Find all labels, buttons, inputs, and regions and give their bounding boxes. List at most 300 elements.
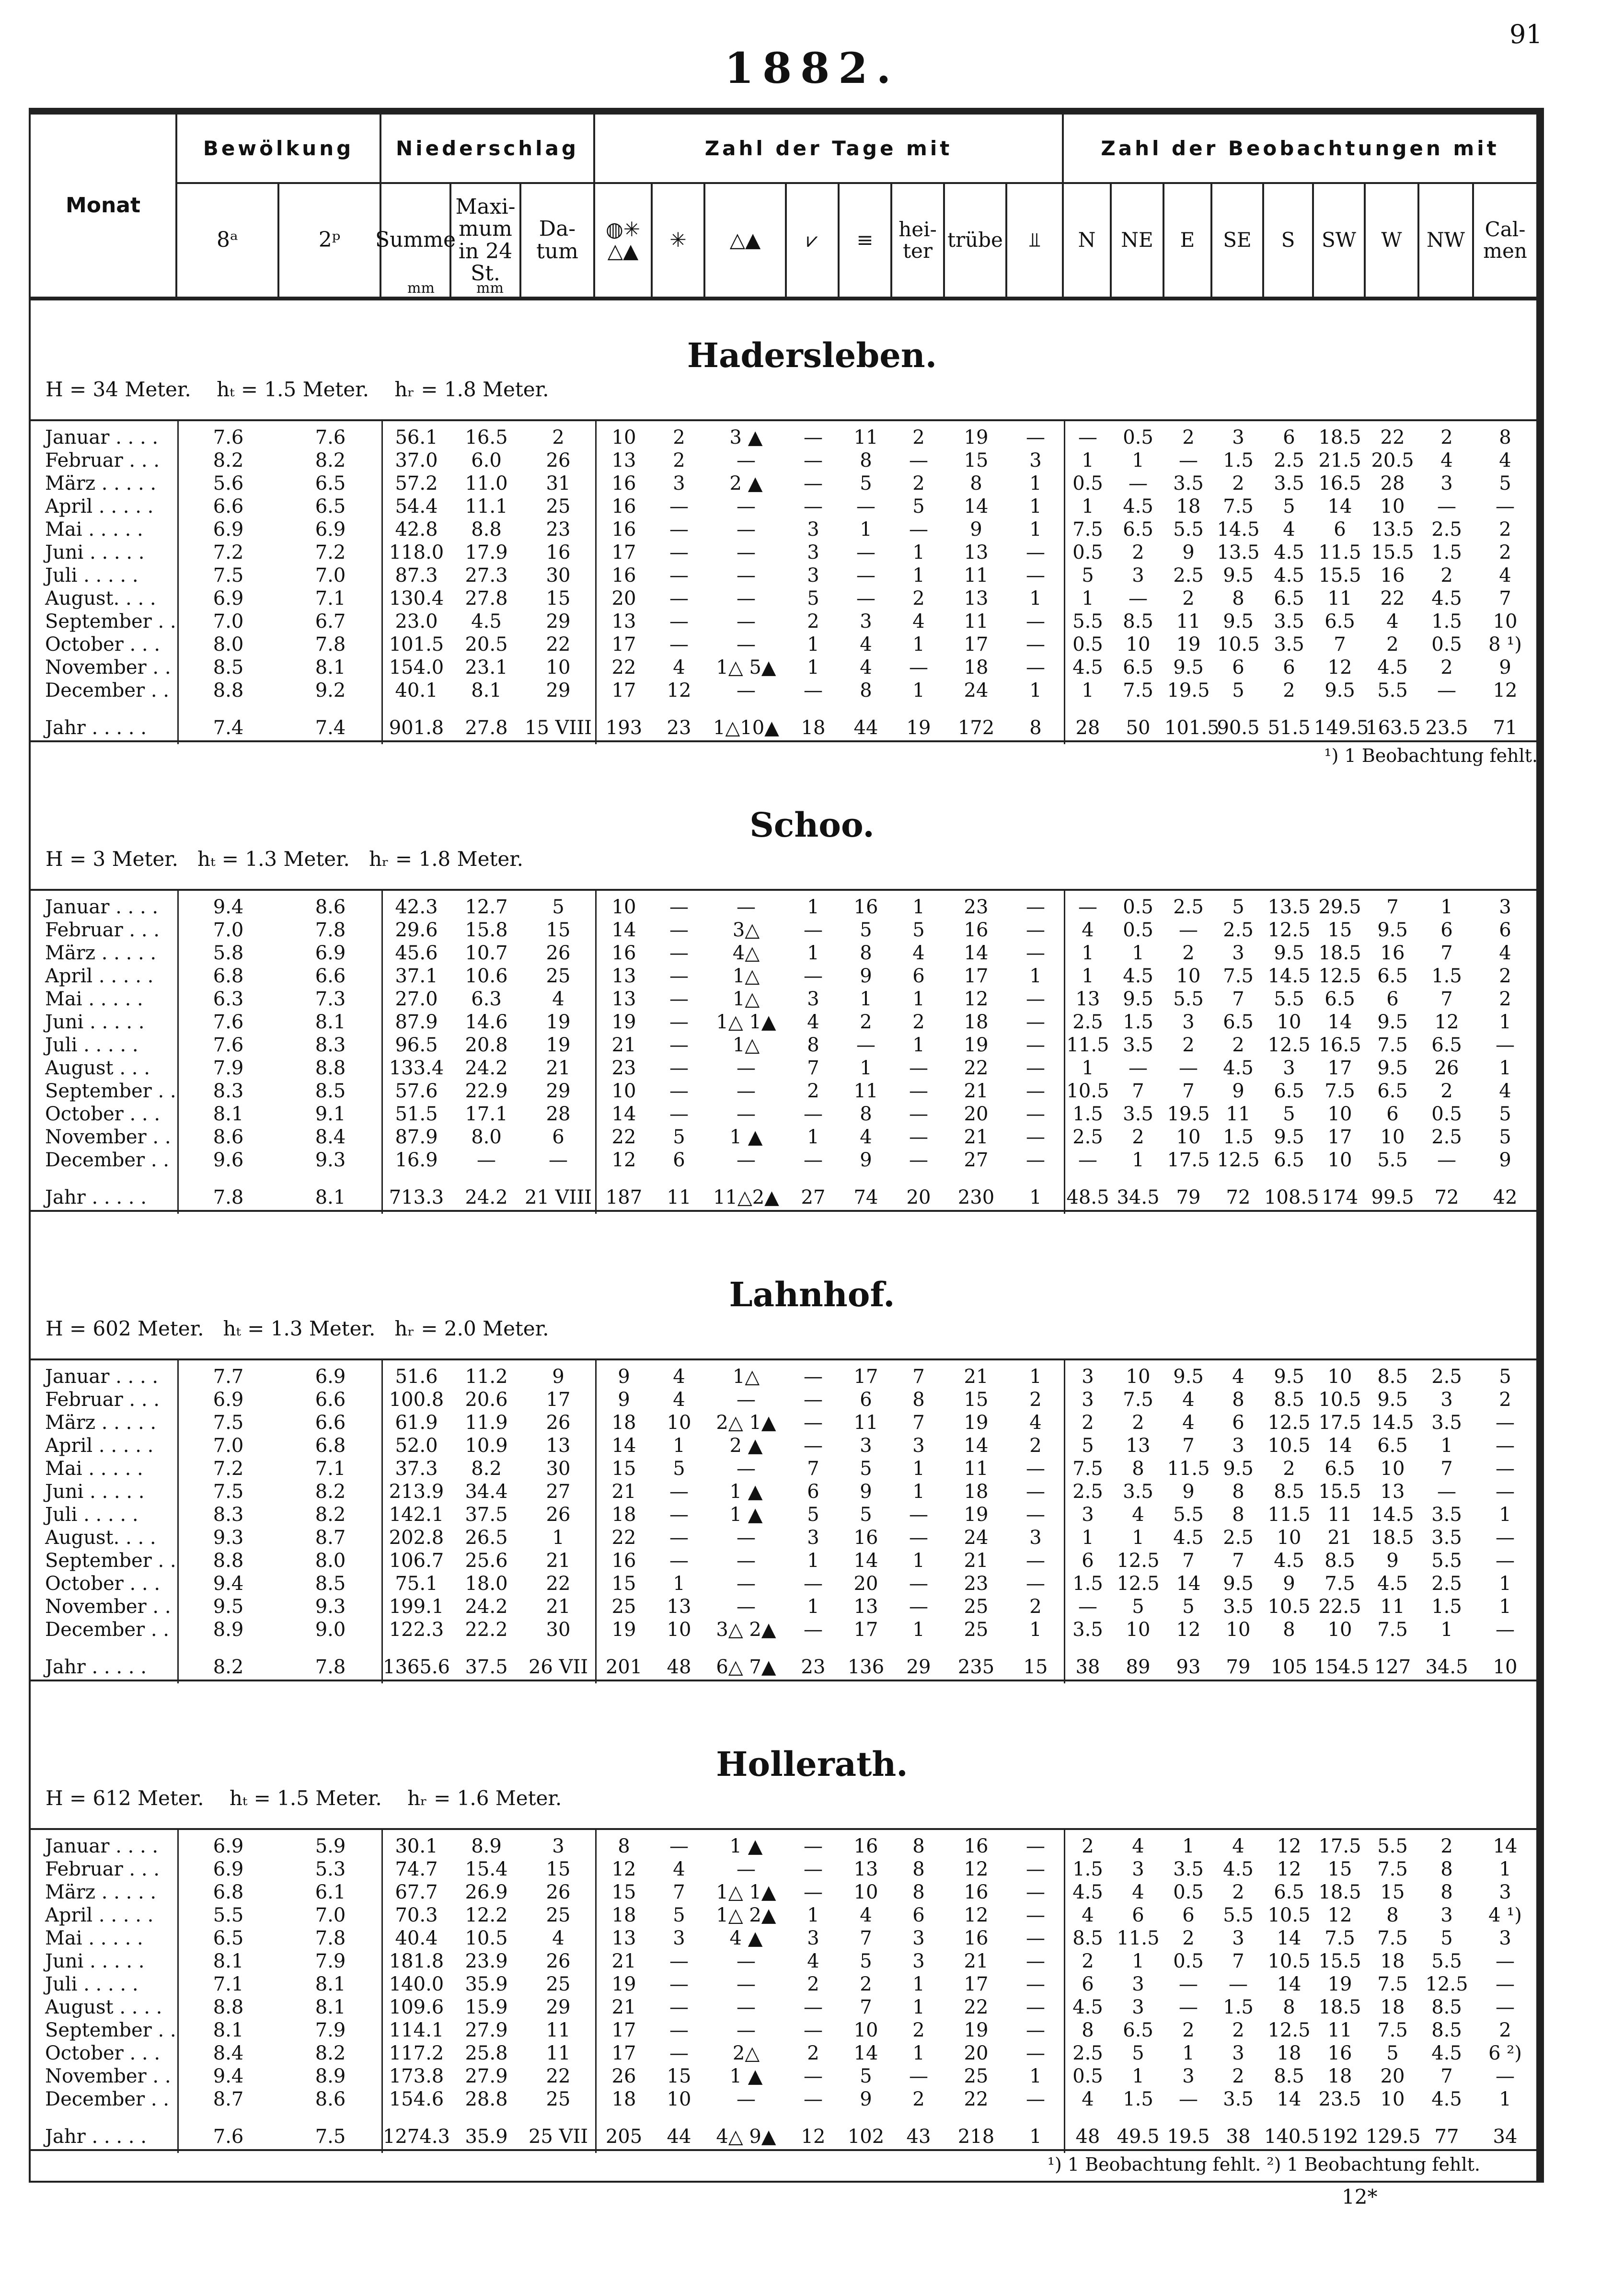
table-cell: 14	[611, 1435, 636, 1457]
month-label: Jahr . . . . .	[45, 1656, 147, 1678]
table-cell: 4	[1499, 1080, 1511, 1102]
month-label: September . .	[45, 610, 176, 633]
table-cell: 15	[667, 2065, 691, 2087]
table-cell: —	[1026, 1950, 1045, 1972]
table-cell: —	[1129, 1057, 1148, 1079]
table-cell: —	[669, 587, 689, 610]
table-cell: 5	[807, 1504, 819, 1526]
table-cell: —	[1496, 1973, 1515, 1995]
table-cell: 8.6	[315, 2088, 346, 2110]
header-tage-col: trübe	[945, 184, 1007, 297]
table-cell: 1 ▲	[729, 1504, 763, 1526]
table-cell: —	[804, 1366, 823, 1388]
table-cell: 2.5	[1274, 449, 1304, 472]
table-cell: 12	[1277, 1835, 1302, 1857]
station-title: Lahnhof.	[729, 1275, 895, 1314]
table-cell: 1	[1499, 1504, 1511, 1526]
table-cell: 26	[611, 2065, 636, 2087]
table-cell: 22	[1380, 587, 1405, 610]
table-cell: 1	[807, 656, 819, 679]
table-cell: 22	[611, 1527, 636, 1549]
table-cell: 10	[667, 1619, 691, 1641]
table-cell: 21	[964, 1550, 989, 1572]
table-cell: 9	[1499, 1149, 1511, 1171]
table-cell: 6 ²)	[1488, 2042, 1522, 2064]
table-cell: 15.5	[1318, 1950, 1361, 1972]
table-row	[31, 2019, 1536, 2042]
table-cell: 19	[964, 1034, 989, 1056]
table-cell: —	[1026, 1126, 1045, 1148]
table-cell: 11	[667, 1186, 691, 1208]
table-cell: 7.5	[1072, 518, 1103, 541]
table-cell: —	[1026, 1858, 1045, 1880]
month-label: August. . . .	[45, 587, 156, 610]
table-cell: 1	[912, 1973, 925, 1995]
table-cell: 7	[1440, 2065, 1453, 2087]
table-cell: 10.5	[1217, 633, 1260, 656]
table-cell: —	[1179, 449, 1198, 472]
table-cell: 1	[1082, 1057, 1094, 1079]
table-cell: 8.1	[213, 2019, 244, 2041]
table-cell: 1	[1029, 518, 1042, 541]
table-cell: 8.0	[471, 1126, 502, 1148]
table-cell: 173.8	[389, 2065, 444, 2087]
table-cell: 218	[957, 2126, 995, 2148]
table-cell: 7	[860, 1996, 872, 2018]
header-8a: 8ᵃ	[177, 184, 279, 297]
table-cell: 5	[1499, 1366, 1511, 1388]
table-cell: 7.3	[315, 988, 346, 1010]
table-cell: 2	[912, 426, 925, 449]
table-cell: 35.9	[465, 2126, 508, 2148]
table-cell: —	[1496, 1435, 1515, 1457]
table-cell: 9	[860, 965, 872, 987]
table-cell: 5.5	[1173, 988, 1204, 1010]
table-cell: 15	[964, 449, 989, 472]
table-cell: 2	[1499, 518, 1511, 541]
table-cell: 3	[1440, 1389, 1453, 1411]
table-cell: —	[669, 1504, 689, 1526]
table-cell: 18.5	[1318, 1881, 1361, 1903]
table-cell: 23.5	[1425, 717, 1468, 739]
table-cell: 3	[1232, 2042, 1244, 2064]
table-cell: 27.0	[395, 988, 438, 1010]
table-cell: 6	[1283, 426, 1295, 449]
table-cell: 19	[1327, 1973, 1352, 1995]
station-table	[31, 1358, 1536, 1681]
table-cell: 4	[912, 610, 925, 633]
table-cell: —	[1437, 1149, 1456, 1171]
table-cell: 7.6	[213, 1011, 244, 1033]
table-cell: 42.3	[395, 896, 438, 918]
table-cell: 11	[964, 564, 989, 587]
table-row	[31, 2065, 1536, 2088]
table-cell: 1	[912, 2042, 925, 2064]
table-cell: 1	[1499, 1057, 1511, 1079]
month-label: Februar . . .	[45, 919, 160, 941]
table-cell: —	[804, 965, 823, 987]
table-cell: 17	[853, 1619, 878, 1641]
table-cell: 16.5	[1318, 1034, 1361, 1056]
month-label: Mai . . . . .	[45, 1927, 143, 1949]
station-table	[31, 889, 1536, 1212]
table-cell: 15	[1327, 919, 1352, 941]
table-cell: 27.9	[465, 2065, 508, 2087]
table-cell: 12.5	[1267, 1034, 1311, 1056]
table-cell: 29.6	[395, 919, 438, 941]
table-cell: —	[669, 541, 689, 564]
table-cell: 10.5	[465, 1927, 508, 1949]
table-cell: 10.5	[1318, 1389, 1361, 1411]
table-cell: 74.7	[395, 1858, 438, 1880]
table-cell: 2	[1182, 587, 1195, 610]
table-cell: 37.5	[465, 1504, 508, 1526]
table-cell: —	[804, 1996, 823, 2018]
table-cell: 5.5	[1223, 1904, 1254, 1926]
table-cell: 17	[611, 2042, 636, 2064]
table-cell: 9	[1386, 1550, 1399, 1572]
table-cell: 1	[1440, 896, 1453, 918]
table-cell: 14.5	[1371, 1504, 1414, 1526]
month-label: April . . . . .	[45, 495, 154, 518]
table-cell: 2.5	[1431, 1573, 1462, 1595]
table-cell: 9	[860, 1149, 872, 1171]
table-cell: 3	[1182, 1011, 1195, 1033]
table-cell: 2	[1386, 633, 1399, 656]
table-cell: 2△	[732, 2042, 760, 2064]
table-cell: 10	[1327, 1103, 1352, 1125]
table-cell: 8.5	[315, 1573, 346, 1595]
table-cell: —	[669, 1835, 689, 1857]
table-cell: 11	[546, 2019, 571, 2041]
header-zahl-der-beobachtungen: Zahl der Beobachtungen mit	[1064, 115, 1536, 184]
table-cell: 4	[1132, 1835, 1144, 1857]
table-cell: 6	[673, 1149, 685, 1171]
table-row	[31, 1549, 1536, 1572]
table-cell: 24.2	[465, 1186, 508, 1208]
table-cell: 18	[964, 1481, 989, 1503]
table-row	[31, 1595, 1536, 1618]
table-cell: 4	[860, 1904, 872, 1926]
table-cell: —	[1026, 610, 1045, 633]
table-cell: 1	[1499, 1858, 1511, 1880]
header-wind-col: NE	[1112, 184, 1164, 297]
table-cell: 8	[860, 1103, 872, 1125]
table-cell: 2	[1029, 1389, 1042, 1411]
table-cell: —	[1026, 564, 1045, 587]
table-cell: 1	[912, 679, 925, 702]
month-label: April . . . . .	[45, 965, 154, 987]
table-cell: 3	[807, 1927, 819, 1949]
table-cell: 4 ¹)	[1488, 1904, 1522, 1926]
table-cell: —	[1026, 1573, 1045, 1595]
table-cell: 20.8	[465, 1034, 508, 1056]
table-cell: 18	[611, 1412, 636, 1434]
table-cell: 3.5	[1173, 472, 1204, 495]
table-cell: 3.5	[1274, 472, 1304, 495]
table-cell: 3.5	[1431, 1412, 1462, 1434]
table-cell: 13	[611, 1927, 636, 1949]
table-cell: 1	[807, 1126, 819, 1148]
table-cell: —	[1179, 919, 1198, 941]
table-cell: 15	[964, 1389, 989, 1411]
table-cell: 8	[1232, 1389, 1244, 1411]
table-cell: 8.5	[315, 1080, 346, 1102]
table-cell: 1	[1082, 679, 1094, 702]
table-cell: 5	[1499, 472, 1511, 495]
table-cell: 4△	[732, 942, 760, 964]
table-cell: 5.5	[1173, 1504, 1204, 1526]
table-cell: 8.3	[213, 1080, 244, 1102]
table-cell: —	[1496, 2065, 1515, 2087]
table-cell: 8 ¹)	[1488, 633, 1522, 656]
table-cell: 713.3	[389, 1186, 444, 1208]
table-cell: —	[909, 656, 928, 679]
table-cell: 4	[807, 1950, 819, 1972]
table-cell: —	[804, 2088, 823, 2110]
table-cell: 17	[964, 633, 989, 656]
table-cell: 19.5	[1167, 2126, 1210, 2148]
table-cell: 6	[860, 1389, 872, 1411]
table-cell: 1	[912, 564, 925, 587]
header-tage-col: ✳	[653, 184, 705, 297]
table-cell: 19	[546, 1011, 571, 1033]
table-cell: 213.9	[389, 1481, 444, 1503]
table-cell: 8	[1132, 1458, 1144, 1480]
table-cell: 5	[1082, 1435, 1094, 1457]
table-cell: 5	[1440, 1927, 1453, 1949]
table-cell: 16	[853, 1527, 878, 1549]
table-cell: 4.5	[1223, 1858, 1254, 1880]
month-label: Januar . . . .	[45, 1835, 159, 1857]
table-cell: 2	[1499, 2019, 1511, 2041]
table-cell: 2	[1440, 426, 1453, 449]
table-cell: —	[669, 610, 689, 633]
table-cell: 44	[853, 717, 878, 739]
table-cell: 18	[801, 717, 826, 739]
table-cell: 18	[611, 1504, 636, 1526]
table-cell: 1	[912, 541, 925, 564]
table-cell: 10	[1126, 633, 1151, 656]
table-cell: 11.0	[465, 472, 508, 495]
table-cell: 5	[1132, 1596, 1144, 1618]
table-cell: 8.1	[315, 1011, 346, 1033]
table-cell: 22	[546, 2065, 571, 2087]
table-cell: 21	[546, 1596, 571, 1618]
table-cell: 1	[1082, 942, 1094, 964]
table-cell: 9.1	[315, 1103, 346, 1125]
header-tage-col: ◍✳ △▲	[595, 184, 653, 297]
table-cell: 29	[546, 679, 571, 702]
table-cell: 13	[611, 610, 636, 633]
table-cell: 6.7	[315, 610, 346, 633]
table-cell: 8.5	[1377, 1366, 1408, 1388]
table-cell: 21	[964, 1126, 989, 1148]
header-datum: Da-tum	[521, 184, 595, 297]
table-cell: —	[1026, 1080, 1045, 1102]
table-cell: 2.5	[1223, 919, 1254, 941]
table-cell: —	[1026, 541, 1045, 564]
table-cell: 5	[1499, 1126, 1511, 1148]
table-cell: 3	[1499, 1927, 1511, 1949]
table-cell: 3	[807, 541, 819, 564]
table-cell: 16.5	[465, 426, 508, 449]
month-label: März . . . . .	[45, 942, 157, 964]
table-cell: 11.5	[1167, 1458, 1210, 1480]
table-cell: 1	[860, 988, 872, 1010]
table-cell: 29	[906, 1656, 931, 1678]
table-cell: 17.5	[1318, 1835, 1361, 1857]
table-cell: 2	[912, 2019, 925, 2041]
table-cell: 2	[1440, 1835, 1453, 1857]
table-cell: 12.5	[1117, 1550, 1160, 1572]
table-cell: 7.5	[213, 1481, 244, 1503]
month-label: Juli . . . . .	[45, 1034, 138, 1056]
table-row	[31, 1881, 1536, 1904]
table-cell: 18	[1380, 1996, 1405, 2018]
table-cell: 28.8	[465, 2088, 508, 2110]
table-cell: 7.8	[315, 1927, 346, 1949]
table-cell: 11.9	[465, 1412, 508, 1434]
table-cell: 2	[673, 426, 685, 449]
table-cell: 2	[807, 2042, 819, 2064]
table-cell: 5	[807, 587, 819, 610]
table-cell: 3	[912, 1950, 925, 1972]
table-cell: 27.8	[465, 717, 508, 739]
table-cell: 6.5	[1123, 518, 1153, 541]
table-cell: 40.1	[395, 679, 438, 702]
table-cell: 2.5	[1072, 1481, 1103, 1503]
table-cell: 6	[1232, 1412, 1244, 1434]
table-cell: 20.5	[465, 633, 508, 656]
table-cell: —	[804, 1619, 823, 1641]
table-cell: 11	[1327, 587, 1352, 610]
table-cell: 4	[673, 656, 685, 679]
table-cell: 12	[667, 679, 691, 702]
table-cell: 8	[1232, 1504, 1244, 1526]
table-cell: —	[737, 1458, 756, 1480]
month-label: März . . . . .	[45, 472, 157, 495]
table-cell: 2	[1132, 1126, 1144, 1148]
month-label: März . . . . .	[45, 1412, 157, 1434]
table-cell: 7.5	[1325, 1573, 1355, 1595]
table-cell: 1 ▲	[729, 1481, 763, 1503]
table-row	[31, 472, 1536, 495]
table-cell: 16	[611, 1550, 636, 1572]
table-cell: 87.9	[395, 1126, 438, 1148]
table-cell: 2	[1182, 1927, 1195, 1949]
table-cell: 25	[546, 495, 571, 518]
table-cell: 15	[546, 587, 571, 610]
table-cell: 3.5	[1431, 1504, 1462, 1526]
table-cell: 8	[1283, 1996, 1295, 2018]
table-cell: 0.5	[1123, 919, 1153, 941]
table-cell: 6.9	[213, 1389, 244, 1411]
table-row	[31, 1904, 1536, 1927]
header-wind-col: SW	[1314, 184, 1366, 297]
table-cell: 11	[1327, 2019, 1352, 2041]
table-cell: —	[804, 1103, 823, 1125]
table-row	[31, 656, 1536, 679]
table-cell: 17	[546, 1389, 571, 1411]
table-cell: 3△ 2▲	[716, 1619, 776, 1641]
table-cell: 8.8	[315, 1057, 346, 1079]
table-cell: —	[804, 1881, 823, 1903]
month-label: Februar . . .	[45, 1858, 160, 1880]
month-label: Januar . . . .	[45, 896, 159, 918]
table-cell: —	[909, 1596, 928, 1618]
table-cell: 18	[611, 2088, 636, 2110]
table-cell: 10	[1226, 1619, 1251, 1641]
table-cell: 9.5	[1274, 1366, 1304, 1388]
table-cell: 12.5	[1217, 1149, 1260, 1171]
table-cell: —	[669, 896, 689, 918]
table-cell: 6	[1440, 919, 1453, 941]
table-cell: 14	[853, 2042, 878, 2064]
table-cell: —	[804, 472, 823, 495]
table-cell: 8.1	[315, 656, 346, 679]
table-cell: 7	[1132, 1080, 1144, 1102]
table-cell: 1274.3	[383, 2126, 450, 2148]
table-cell: 2	[1182, 1034, 1195, 1056]
table-cell: 8.5	[1123, 610, 1153, 633]
table-cell: —	[737, 1973, 756, 1995]
table-cell: 8	[912, 1881, 925, 1903]
table-cell: —	[1496, 1034, 1515, 1056]
table-cell: 20	[1380, 2065, 1405, 2087]
table-row	[31, 988, 1536, 1011]
table-cell: 7.2	[213, 1458, 244, 1480]
table-row	[31, 1572, 1536, 1595]
table-cell: 13	[611, 988, 636, 1010]
table-cell: 0.5	[1123, 426, 1153, 449]
table-cell: 4	[860, 633, 872, 656]
table-cell: 23.0	[395, 610, 438, 633]
table-cell: 19	[964, 1504, 989, 1526]
month-label: Juli . . . . .	[45, 564, 138, 587]
table-cell: 901.8	[389, 717, 444, 739]
table-cell: —	[1179, 1057, 1198, 1079]
table-cell: 7.2	[315, 541, 346, 564]
table-cell: 26 VII	[528, 1656, 588, 1678]
table-cell: 1	[1029, 495, 1042, 518]
table-cell: —	[804, 495, 823, 518]
table-cell: 7.5	[1123, 1389, 1153, 1411]
table-cell: 12	[964, 1858, 989, 1880]
table-cell: 23	[546, 518, 571, 541]
header-summe: Summe	[381, 184, 451, 297]
table-cell: 6.5	[1377, 1435, 1408, 1457]
table-cell: 3	[807, 518, 819, 541]
table-cell: —	[669, 633, 689, 656]
table-cell: —	[737, 1573, 756, 1595]
table-cell: 8	[912, 1389, 925, 1411]
table-cell: 10.5	[1267, 1950, 1311, 1972]
column-header	[31, 115, 1536, 300]
table-cell: 4	[1232, 1366, 1244, 1388]
table-cell: 50	[1126, 717, 1151, 739]
table-cell: 7.5	[315, 2126, 346, 2148]
table-cell: 19.5	[1167, 1103, 1210, 1125]
table-cell: 13.5	[1267, 896, 1311, 918]
table-cell: 5.9	[315, 1835, 346, 1857]
table-cell: 7.5	[213, 1412, 244, 1434]
table-cell: 25	[546, 1973, 571, 1995]
table-cell: 13	[1380, 1481, 1405, 1503]
table-cell: 3	[1499, 1881, 1511, 1903]
table-cell: —	[804, 1573, 823, 1595]
table-cell: 26	[546, 1881, 571, 1903]
